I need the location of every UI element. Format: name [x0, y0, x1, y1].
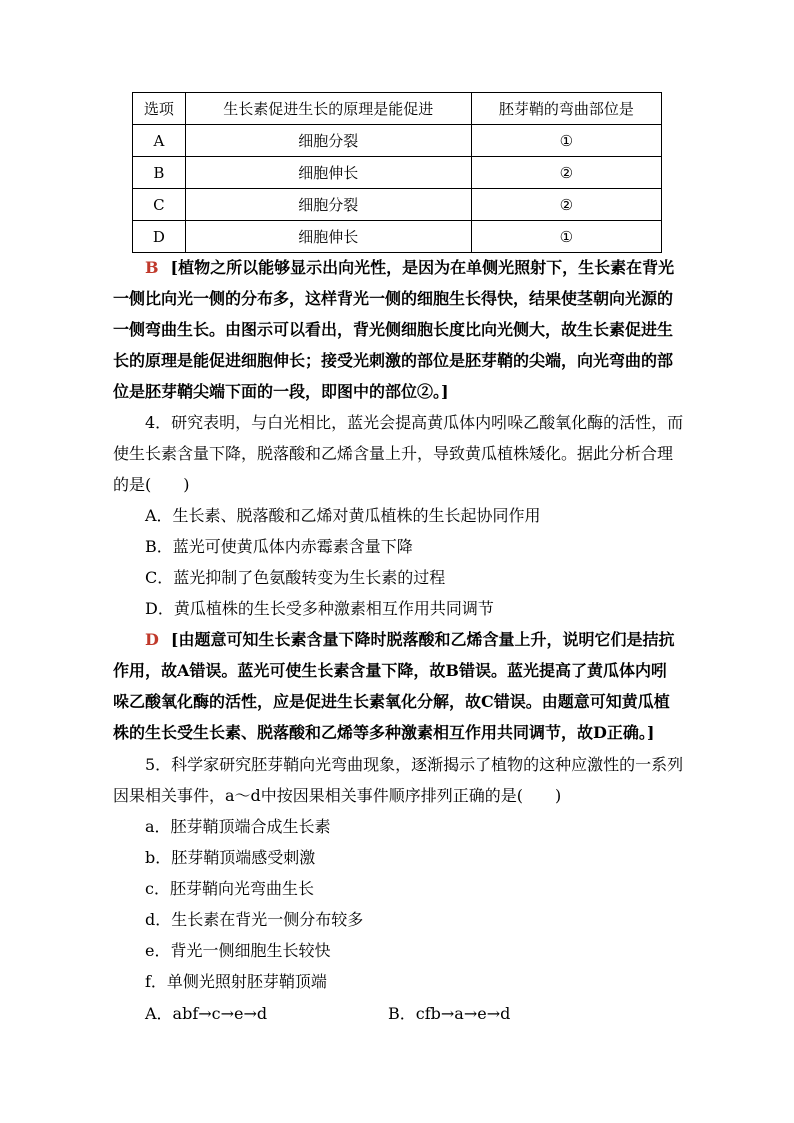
q4-option-c: C．蓝光抑制了色氨酸转变为生长素的过程 — [145, 568, 446, 587]
table-cell: 细胞分裂 — [185, 189, 471, 221]
q5-stem-line: 5．科学家研究胚芽鞘向光弯曲现象，逐渐揭示了植物的这种应激性的一系列 — [145, 755, 684, 774]
q4-stem-line: 使生长素含量下降，脱落酸和乙烯含量上升，导致黄瓜植株矮化。据此分析合理 — [113, 444, 674, 463]
q4-answer-letter: D — [145, 630, 159, 649]
q4-explanation-line: 哚乙酸氧化酶的活性，应是促进生长素氧化分解，故C错误。由题意可知黄瓜植 — [113, 692, 670, 711]
table-row — [133, 189, 662, 221]
q4-explanation: [由题意可知生长素含量下降时脱落酸和乙烯含量上升，说明它们是拮抗 — [170, 630, 675, 649]
q5-option-a: A．abf→c→e→d — [145, 1004, 268, 1023]
q3-explanation: [植物之所以能够显示出向光性，是因为在单侧光照射下，生长素在背光 — [170, 258, 675, 277]
q5-option-b: B．cfb→a→e→d — [388, 1004, 511, 1023]
q3-answer-line — [145, 258, 674, 278]
table-cell: ② — [471, 189, 661, 221]
options-table — [132, 92, 662, 253]
q3-explanation-line: 一侧比向光一侧的分布多，这样背光一侧的细胞生长得快，结果使茎朝向光源的 — [113, 289, 674, 308]
table-cell: B — [133, 157, 186, 189]
table-cell: D — [133, 221, 186, 253]
q3-explanation-line: 位是胚芽鞘尖端下面的一段，即图中的部位②。] — [113, 382, 449, 401]
q5-item-f: f．单侧光照射胚芽鞘顶端 — [145, 972, 327, 991]
q3-explanation-line: 一侧弯曲生长。由图示可以看出，背光侧细胞长度比向光侧大，故生长素促进生 — [113, 320, 674, 339]
q5-item-c: c．胚芽鞘向光弯曲生长 — [145, 879, 314, 898]
table-cell: ② — [471, 157, 661, 189]
table-cell: ① — [471, 221, 661, 253]
q4-explanation-line: 作用，故A错误。蓝光可使生长素含量下降，故B错误。蓝光提高了黄瓜体内吲 — [113, 661, 667, 680]
q4-option-d: D．黄瓜植株的生长受多种激素相互作用共同调节 — [145, 599, 494, 618]
q4-option-b: B．蓝光可使黄瓜体内赤霉素含量下降 — [145, 537, 413, 556]
q4-stem-line: 的是( ) — [113, 475, 190, 494]
q4-explanation-line: 株的生长受生长素、脱落酸和乙烯等多种激素相互作用共同调节，故D正确。] — [113, 723, 655, 742]
q3-explanation-line: 长的原理是能促进细胞伸长；接受光刺激的部位是胚芽鞘的尖端，向光弯曲的部 — [113, 351, 674, 370]
table-row — [133, 221, 662, 253]
q5-stem-line: 因果相关事件，a～d中按因果相关事件顺序排列正确的是( ) — [113, 786, 562, 805]
q5-item-e: e．背光一侧细胞生长较快 — [145, 941, 331, 960]
table-cell: A — [133, 125, 186, 157]
q5-item-d: d．生长素在背光一侧分布较多 — [145, 910, 364, 929]
table-header: 胚芽鞘的弯曲部位是 — [471, 93, 661, 125]
q5-item-b: b．胚芽鞘顶端感受刺激 — [145, 848, 316, 867]
table-cell: 细胞伸长 — [185, 221, 471, 253]
table-cell: ① — [471, 125, 661, 157]
table-cell: C — [133, 189, 186, 221]
q3-answer-letter: B — [145, 258, 159, 277]
table-row — [133, 157, 662, 189]
table-cell: 细胞伸长 — [185, 157, 471, 189]
q4-stem-line: 4．研究表明，与白光相比，蓝光会提高黄瓜体内吲哚乙酸氧化酶的活性，而 — [145, 413, 684, 432]
q4-option-a: A．生长素、脱落酸和乙烯对黄瓜植株的生长起协同作用 — [145, 506, 541, 525]
table-header: 生长素促进生长的原理是能促进 — [185, 93, 471, 125]
table-cell: 细胞分裂 — [185, 125, 471, 157]
table-header: 选项 — [133, 93, 186, 125]
q4-answer-line — [145, 630, 674, 650]
table-row — [133, 125, 662, 157]
q5-item-a: a．胚芽鞘顶端合成生长素 — [145, 817, 331, 836]
table-header-row — [133, 93, 662, 125]
